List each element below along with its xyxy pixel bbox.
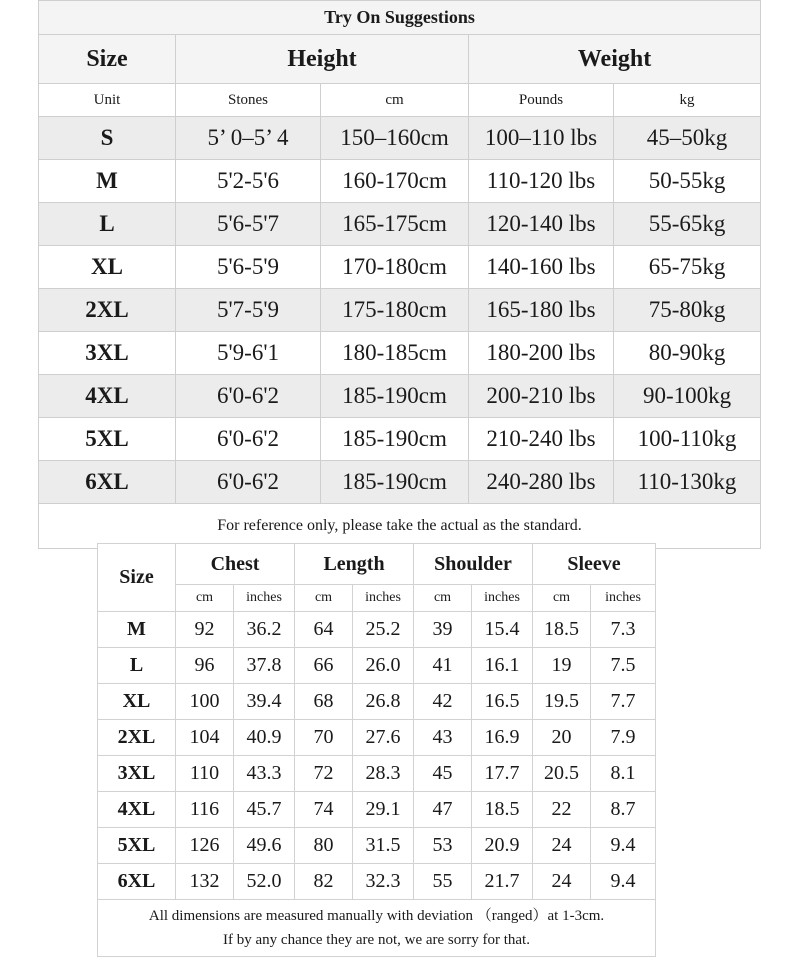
chest-cm-cell: 104: [176, 720, 234, 756]
sleeve-inches-cell: 9.4: [591, 828, 656, 864]
height-cm-cell: 175-180cm: [321, 289, 469, 332]
length-cm-cell: 80: [295, 828, 353, 864]
height-cm-cell: 165-175cm: [321, 203, 469, 246]
chest-inches-cell: 52.0: [234, 864, 295, 900]
shoulder-header: Shoulder: [414, 544, 533, 585]
size-cell: XL: [98, 684, 176, 720]
shoulder-inches-cell: 15.4: [472, 612, 533, 648]
weight-kg-cell: 90-100kg: [614, 375, 761, 418]
weight-pounds-cell: 140-160 lbs: [469, 246, 614, 289]
table-row: [39, 160, 761, 203]
shoulder-inches-cell: 16.5: [472, 684, 533, 720]
unit-stones: Stones: [176, 84, 321, 117]
height-stones-cell: 6'0-6'2: [176, 461, 321, 504]
shoulder-inches-cell: 17.7: [472, 756, 533, 792]
length-inches-cell: 26.8: [353, 684, 414, 720]
size-cell: 2XL: [98, 720, 176, 756]
size-cell: L: [98, 648, 176, 684]
sleeve-inches-label: inches: [591, 585, 656, 612]
weight-kg-cell: 65-75kg: [614, 246, 761, 289]
length-cm-cell: 82: [295, 864, 353, 900]
weight-pounds-cell: 210-240 lbs: [469, 418, 614, 461]
table-row: [39, 289, 761, 332]
sleeve-cm-cell: 22: [533, 792, 591, 828]
weight-kg-cell: 45–50kg: [614, 117, 761, 160]
length-inches-cell: 31.5: [353, 828, 414, 864]
length-inches-cell: 32.3: [353, 864, 414, 900]
height-stones-cell: 5'9-6'1: [176, 332, 321, 375]
chest-inches-cell: 37.8: [234, 648, 295, 684]
chest-inches-cell: 39.4: [234, 684, 295, 720]
chest-cm-cell: 96: [176, 648, 234, 684]
size-cell: L: [39, 203, 176, 246]
sleeve-cm-cell: 19: [533, 648, 591, 684]
size-cell: 6XL: [98, 864, 176, 900]
chest-cm-cell: 126: [176, 828, 234, 864]
size-header: Size: [39, 35, 176, 84]
table-row: [98, 756, 656, 792]
sleeve-cm-cell: 19.5: [533, 684, 591, 720]
table-row: [39, 246, 761, 289]
shoulder-cm-cell: 53: [414, 828, 472, 864]
size-cell: 3XL: [39, 332, 176, 375]
length-cm-cell: 68: [295, 684, 353, 720]
chest-inches-cell: 49.6: [234, 828, 295, 864]
size-cell: S: [39, 117, 176, 160]
shoulder-inches-cell: 16.1: [472, 648, 533, 684]
length-inches-cell: 29.1: [353, 792, 414, 828]
length-cm-cell: 72: [295, 756, 353, 792]
weight-pounds-cell: 100–110 lbs: [469, 117, 614, 160]
size-cell: 3XL: [98, 756, 176, 792]
sleeve-inches-cell: 8.7: [591, 792, 656, 828]
sleeve-cm-cell: 18.5: [533, 612, 591, 648]
weight-pounds-cell: 110-120 lbs: [469, 160, 614, 203]
size-cell: M: [39, 160, 176, 203]
height-cm-cell: 185-190cm: [321, 375, 469, 418]
sleeve-inches-cell: 7.5: [591, 648, 656, 684]
length-cm-cell: 64: [295, 612, 353, 648]
measurement-note-line2: If by any chance they are not, we are sorry for that.: [223, 932, 530, 948]
chest-inches-label: inches: [234, 585, 295, 612]
weight-pounds-cell: 200-210 lbs: [469, 375, 614, 418]
shoulder-inches-cell: 21.7: [472, 864, 533, 900]
chest-inches-cell: 45.7: [234, 792, 295, 828]
weight-pounds-cell: 120-140 lbs: [469, 203, 614, 246]
shoulder-cm-cell: 45: [414, 756, 472, 792]
weight-kg-cell: 55-65kg: [614, 203, 761, 246]
weight-kg-cell: 100-110kg: [614, 418, 761, 461]
height-stones-cell: 5’ 0–5’ 4: [176, 117, 321, 160]
height-stones-cell: 5'2-5'6: [176, 160, 321, 203]
measurement-note: [98, 900, 656, 957]
size-header: Size: [98, 544, 176, 612]
size-cell: 2XL: [39, 289, 176, 332]
weight-kg-cell: 110-130kg: [614, 461, 761, 504]
unit-pounds: Pounds: [469, 84, 614, 117]
table-row: [39, 461, 761, 504]
sleeve-inches-cell: 7.3: [591, 612, 656, 648]
height-stones-cell: 6'0-6'2: [176, 418, 321, 461]
table-row: [98, 792, 656, 828]
shoulder-cm-label: cm: [414, 585, 472, 612]
size-cell: 5XL: [39, 418, 176, 461]
sleeve-inches-cell: 8.1: [591, 756, 656, 792]
height-cm-cell: 185-190cm: [321, 461, 469, 504]
chest-cm-cell: 110: [176, 756, 234, 792]
unit-label: Unit: [39, 84, 176, 117]
table-row: [39, 332, 761, 375]
shoulder-cm-cell: 55: [414, 864, 472, 900]
height-cm-cell: 185-190cm: [321, 418, 469, 461]
table-row: [98, 720, 656, 756]
sleeve-cm-cell: 24: [533, 864, 591, 900]
size-cell: 4XL: [98, 792, 176, 828]
chest-inches-cell: 36.2: [234, 612, 295, 648]
measurements-table: [97, 543, 656, 957]
height-stones-cell: 5'6-5'9: [176, 246, 321, 289]
sleeve-cm-cell: 24: [533, 828, 591, 864]
table-row: [39, 117, 761, 160]
sleeve-cm-cell: 20: [533, 720, 591, 756]
size-cell: 6XL: [39, 461, 176, 504]
height-stones-cell: 5'7-5'9: [176, 289, 321, 332]
unit-cm: cm: [321, 84, 469, 117]
length-cm-cell: 70: [295, 720, 353, 756]
chest-cm-cell: 132: [176, 864, 234, 900]
table-row: [98, 612, 656, 648]
sleeve-inches-cell: 7.9: [591, 720, 656, 756]
table-row: [98, 828, 656, 864]
shoulder-cm-cell: 42: [414, 684, 472, 720]
sleeve-cm-cell: 20.5: [533, 756, 591, 792]
table-row: [39, 418, 761, 461]
length-cm-label: cm: [295, 585, 353, 612]
try-on-suggestions-table: [38, 0, 761, 549]
length-cm-cell: 66: [295, 648, 353, 684]
chest-cm-cell: 116: [176, 792, 234, 828]
length-inches-cell: 26.0: [353, 648, 414, 684]
shoulder-cm-cell: 41: [414, 648, 472, 684]
weight-kg-cell: 80-90kg: [614, 332, 761, 375]
height-cm-cell: 150–160cm: [321, 117, 469, 160]
length-cm-cell: 74: [295, 792, 353, 828]
length-inches-cell: 25.2: [353, 612, 414, 648]
chest-inches-cell: 43.3: [234, 756, 295, 792]
shoulder-inches-cell: 20.9: [472, 828, 533, 864]
table-row: [98, 648, 656, 684]
sleeve-header: Sleeve: [533, 544, 656, 585]
chest-cm-cell: 100: [176, 684, 234, 720]
table-row: [98, 684, 656, 720]
chest-inches-cell: 40.9: [234, 720, 295, 756]
height-header: Height: [176, 35, 469, 84]
unit-kg: kg: [614, 84, 761, 117]
measurement-note-line1: All dimensions are measured manually with deviation （ranged）at 1-3cm.: [148, 908, 605, 924]
sleeve-inches-cell: 7.7: [591, 684, 656, 720]
height-cm-cell: 170-180cm: [321, 246, 469, 289]
shoulder-inches-cell: 18.5: [472, 792, 533, 828]
shoulder-inches-label: inches: [472, 585, 533, 612]
size-cell: 5XL: [98, 828, 176, 864]
chest-header: Chest: [176, 544, 295, 585]
size-cell: 4XL: [39, 375, 176, 418]
weight-header: Weight: [469, 35, 761, 84]
sleeve-inches-cell: 9.4: [591, 864, 656, 900]
height-stones-cell: 5'6-5'7: [176, 203, 321, 246]
weight-kg-cell: 50-55kg: [614, 160, 761, 203]
chest-cm-label: cm: [176, 585, 234, 612]
size-cell: M: [98, 612, 176, 648]
length-inches-cell: 28.3: [353, 756, 414, 792]
length-header: Length: [295, 544, 414, 585]
shoulder-cm-cell: 39: [414, 612, 472, 648]
shoulder-cm-cell: 47: [414, 792, 472, 828]
table-title: Try On Suggestions: [39, 1, 761, 35]
height-cm-cell: 160-170cm: [321, 160, 469, 203]
height-stones-cell: 6'0-6'2: [176, 375, 321, 418]
length-inches-label: inches: [353, 585, 414, 612]
weight-pounds-cell: 180-200 lbs: [469, 332, 614, 375]
size-cell: XL: [39, 246, 176, 289]
table-row: [39, 375, 761, 418]
weight-pounds-cell: 240-280 lbs: [469, 461, 614, 504]
shoulder-inches-cell: 16.9: [472, 720, 533, 756]
chest-cm-cell: 92: [176, 612, 234, 648]
weight-pounds-cell: 165-180 lbs: [469, 289, 614, 332]
weight-kg-cell: 75-80kg: [614, 289, 761, 332]
reference-note: For reference only, please take the actual as the standard.: [39, 504, 761, 549]
table-row: [39, 203, 761, 246]
sleeve-cm-label: cm: [533, 585, 591, 612]
height-cm-cell: 180-185cm: [321, 332, 469, 375]
length-inches-cell: 27.6: [353, 720, 414, 756]
shoulder-cm-cell: 43: [414, 720, 472, 756]
table-row: [98, 864, 656, 900]
